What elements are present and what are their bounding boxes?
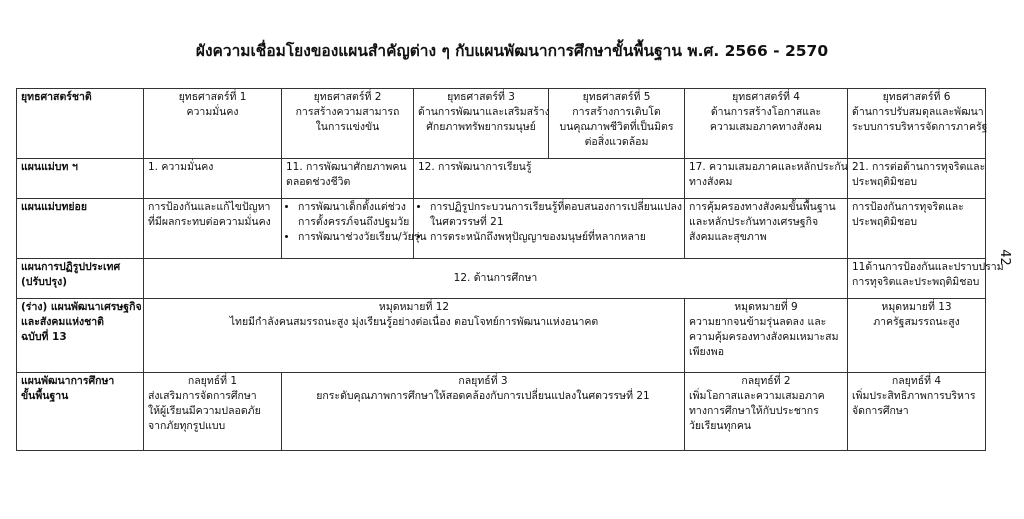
row-national-strategy [17, 89, 986, 159]
master-plan-21-cell: 21. การต่อต้านการทุจริตและ ประพฤติมิชอบ [848, 159, 986, 199]
sub-plan-child-dev-cell [282, 199, 427, 259]
strategy-6-cell: ยุทธศาสตร์ที่ 6 ด้านการปรับสมดุลและพัฒนา ระบบการบริหารจัดการภาครัฐ [848, 89, 986, 159]
strategy-5-cell: ยุทธศาสตร์ที่ 5 การสร้างการเติบโต บนคุณภาพชีวิตที่เป็นมิตร ต่อสิ่งแวดล้อม [549, 89, 685, 159]
row-label-reform-plan: แผนการปฏิรูปประเทศ (ปรับปรุง) [17, 259, 144, 299]
master-plan-17-cell: 17. ความเสมอภาคและหลักประกัน ทางสังคม [685, 159, 848, 199]
strategy-4-basic-ed-cell: กลยุทธ์ที่ 4 เพิ่มประสิทธิภาพการบริหาร จัดการศึกษา [848, 373, 986, 451]
strategy-2-cell: ยุทธศาสตร์ที่ 2 การสร้างความสามารถ ในการแข่งขัน [282, 89, 414, 159]
reform-anti-corruption-cell: 11ด้านการป้องกันและปราบปราม การทุจริตและประพฤติมิชอบ [848, 259, 986, 299]
strategy-3-basic-ed-cell: กลยุทธ์ที่ 3 ยกระดับคุณภาพการศึกษาให้สอดคล้องกับการเปลี่ยนแปลงในศตวรรษที่ 21 [282, 373, 685, 451]
sub-plan-social-protection-cell: การคุ้มครองทางสังคมขั้นพื้นฐาน และหลักประกันทางเศรษฐกิจ สังคมและสุขภาพ [685, 199, 848, 259]
list-item: • การตระหนักถึงพหุปัญญาของมนุษย์ที่หลากหลาย [430, 230, 680, 245]
page-title: ผังความเชื่อมโยงของแผนสำคัญต่าง ๆ กับแผนพัฒนาการศึกษาขั้นพื้นฐาน พ.ศ. 2566 - 2570 [195, 42, 829, 60]
list-item: • การพัฒนาเด็กตั้งแต่ช่วง การตั้งครรภ์จนถึงปฐมวัย [298, 200, 409, 230]
strategy-3-cell: ยุทธศาสตร์ที่ 3 ด้านการพัฒนาและเสริมสร้าง ศักยภาพทรัพยากรมนุษย์ [414, 89, 549, 159]
list-item: • การพัฒนาช่วงวัยเรียน/วัยรุ่น [298, 230, 409, 245]
sub-plan-anti-corruption-cell: การป้องกันการทุจริตและ ประพฤติมิชอบ [848, 199, 986, 259]
master-plan-1-cell: 1. ความมั่นคง [144, 159, 282, 199]
row-reform-plan [17, 259, 986, 299]
row-nesdp [17, 299, 986, 373]
milestone-9-cell: หมุดหมายที่ 9 ความยากจนข้ามรุ่นลดลง และ ความคุ้มครองทางสังคมเหมาะสม เพียงพอ [685, 299, 848, 373]
row-label-nesdp: (ร่าง) แผนพัฒนาเศรษฐกิจ และสังคมแห่งชาติ ฉบับที่ 13 [17, 299, 144, 373]
page-number: 42 [996, 249, 1012, 266]
row-label-sub-plan: แผนแม่บทย่อย [17, 199, 144, 259]
strategy-1-basic-ed-cell: กลยุทธ์ที่ 1 ส่งเสริมการจัดการศึกษา ให้ผู้เรียนมีความปลอดภัย จากภัยทุกรูปแบบ [144, 373, 282, 451]
row-basic-education [17, 373, 986, 451]
strategy-2-basic-ed-cell: กลยุทธ์ที่ 2 เพิ่มโอกาสและความเสมอภาค ทางการศึกษาให้กับประชากร วัยเรียนทุกคน [685, 373, 848, 451]
reform-education-cell: 12. ด้านการศึกษา [144, 259, 848, 299]
milestone-13-cell: หมุดหมายที่ 13 ภาครัฐสมรรถนะสูง [848, 299, 986, 373]
strategy-1-cell: ยุทธศาสตร์ที่ 1 ความมั่นคง [144, 89, 282, 159]
list-item: • การปฏิรูปกระบวนการเรียนรู้ที่ตอบสนองการเปลี่ยนแปลง ในศตวรรษที่ 21 [430, 200, 680, 230]
row-label-master-plan: แผนแม่บท ฯ [17, 159, 144, 199]
row-label-national-strategy: ยุทธศาสตร์ชาติ [17, 89, 144, 159]
row-master-plan [17, 159, 986, 199]
master-plan-11-cell: 11. การพัฒนาศักยภาพคน ตลอดช่วงชีวิต [282, 159, 414, 199]
row-label-basic-education: แผนพัฒนาการศึกษา ขั้นพื้นฐาน [17, 373, 144, 451]
milestone-12-cell: หมุดหมายที่ 12 ไทยมีกำลังคนสมรรถนะสูง มุ่งเรียนรู้อย่างต่อเนื่อง ตอบโจทย์การพัฒนาแห่งอนาคต [144, 299, 685, 373]
strategy-4-cell: ยุทธศาสตร์ที่ 4 ด้านการสร้างโอกาสและ ความเสมอภาคทางสังคม [685, 89, 848, 159]
row-sub-plan [17, 199, 986, 259]
sub-plan-security-cell: การป้องกันและแก้ไขปัญหา ที่มีผลกระทบต่อความมั่นคง [144, 199, 282, 259]
master-plan-12-cell: 12. การพัฒนาการเรียนรู้ [414, 159, 685, 199]
sub-plan-learning-cell [414, 199, 685, 259]
